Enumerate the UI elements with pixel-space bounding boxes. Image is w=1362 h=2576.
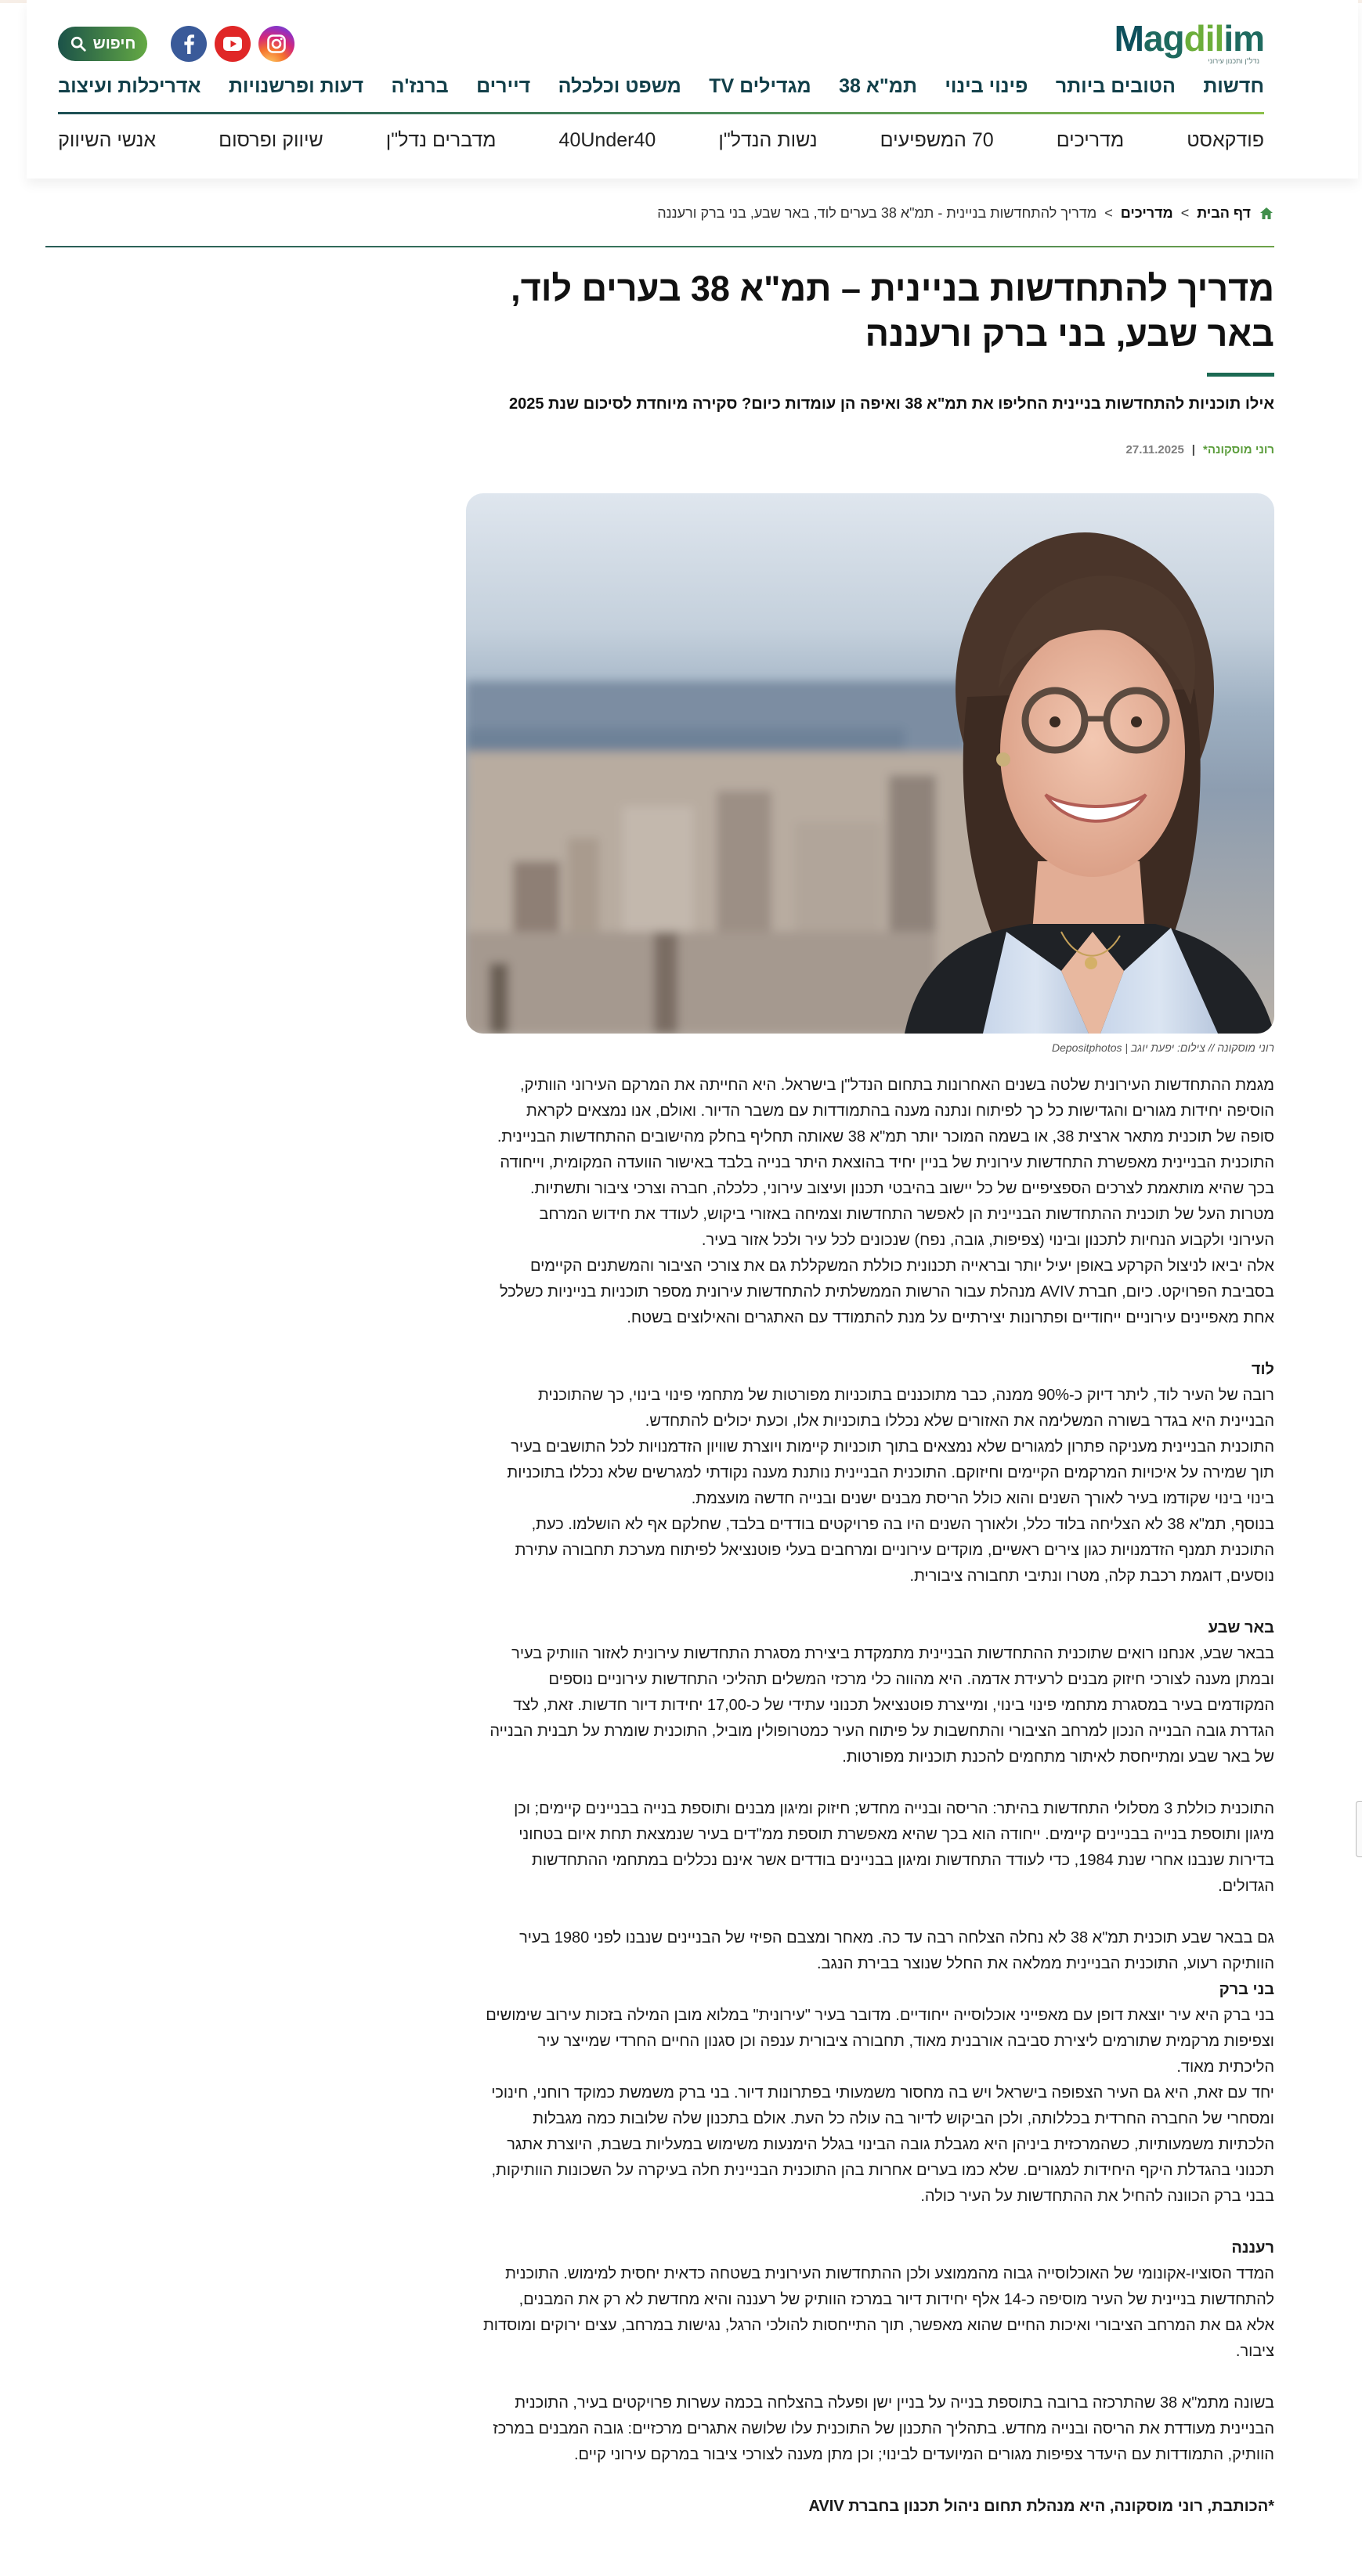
text-line: אלה יביאו לניצול הקרקע באופן יעיל יותר ובראייה תכנונית כוללת המשקללת גם את צורכי הציבור והמשתנים הקיימים: [529, 1257, 1274, 1275]
youtube-icon: [223, 37, 242, 51]
nav-item-magdilim-tv[interactable]: מגדילים TV: [709, 74, 811, 97]
text-line: גם בבאר שבע תוכנית תמ"א 38 לא נחלה הצלחה רבה עד כה. מאחר ומצבם הפיזי של הבניינים שנבנו לפני 1980 בעיר: [519, 1929, 1274, 1946]
text-line: בני ברק היא עיר יוצאת דופן עם מאפייני אוכלוסייה ייחודיים. מדובר בעיר "עירונית" במלוא מובן המילה בזכות עירוב שימושים: [486, 2007, 1274, 2024]
text-line: מיגון ותוספת בנייה בבניינים קיימים. ייחודה הוא בכך שהיא מאפשרת תוספת ממ"דים בעיר שנמצאת תחת איום בטחוני: [518, 1826, 1274, 1843]
logo-accent: dil: [1183, 18, 1224, 59]
text-line: רובה של העיר לוד, ליתר דיוק כ-90% ממנה, כבר מתוכננים בתוכניות מפורטות של מתחמי פינוי בינוי, כך שהתוכנית: [537, 1387, 1274, 1404]
text-line: בינוי בינוי שקודמו בעיר לאורך השנים והוא כולל הריסת מבנים ישנים ובנייה חדשה מועצמת.: [691, 1490, 1274, 1507]
nav-item-women-realestate[interactable]: נשות הנדל"ן: [718, 128, 818, 151]
facebook-icon: [180, 34, 197, 54]
text-line: הבניינית מעודדת את הריסה ובנייה מחדש. בתהליך התכנון של התוכנית עלו שלושה אתגרים מרכזיים: גובה המבנים במרכז: [493, 2420, 1274, 2437]
text-line: בכך שהיא מותאמת לצרכים הספציפיים של כל יישוב בהיבטי תכנון ועיצוב עירוני, כלכלה, חברה וצרכי ציבור ותשתיות.: [529, 1180, 1274, 1197]
nav-item-guides[interactable]: מדריכים: [1056, 128, 1125, 151]
title-underline: [1207, 373, 1274, 377]
text-line: המדד הסוציו-אקונומי של האוכלוסייה גבוה מהממוצע ולכן ההתחדשות העירונית בשטחה כדאית יחסית למימוש. התוכנית: [505, 2265, 1274, 2282]
text-line: העירוני ולקבוע הנחיות לתכנון ובינוי (צפיפות, גובה, נפח) שנכונים לכל עיר ולכל אזור בעיר.: [701, 1232, 1274, 1249]
section-paragraph: [466, 2003, 1274, 2210]
text-line: מטרות העל של תוכנית ההתחדשות הבניינית הן לאפשר התחדשות וצמיחה באזורי ביקוש, לעודד את חידוש המרחב: [539, 1206, 1274, 1223]
instagram-link[interactable]: [258, 26, 294, 62]
breadcrumb-home[interactable]: דף הבית: [1197, 205, 1251, 221]
search-icon: [70, 35, 87, 52]
breadcrumb-separator: >: [1104, 205, 1113, 221]
nav-item-tenants[interactable]: דיירים: [476, 74, 531, 97]
text-line: להתחדשות בניינית של העיר מוסיפה כ-14 אלף יחידות דיור במרכז הוותיק של רעננה והיא מחדשת לא רק את המבנים,: [518, 2291, 1274, 2308]
photo-credit: רוני מוסקונה // צילום: יפעת יוגב | Depositphotos: [1052, 1041, 1274, 1054]
author-footnote: *הכותבת, רוני מוסקונה, היא מנהלת תחום ניהול תכנון בחברת AVIV: [808, 2498, 1274, 2515]
article-title: [466, 266, 1274, 357]
text-line: בבאר שבע, אנחנו רואים שתוכנית ההתחדשות הבניינית מתמקדת ביצירת מסגרת התחדשות עירונית לאזור הוותיק בעיר: [511, 1645, 1274, 1662]
text-line: ומסחרי של החברה החרדית בכללותה, ולכן הביקוש לדיור בה עולה כל העת. אולם בתכנון שלה שלובות כמה מגבלות: [533, 2110, 1274, 2127]
text-line: התוכנית הבניינית מאפשרת התחדשות עירונית של בניין יחיד בהוצאת היתר בנייה בלבד באישור הוועדה המקומית, וייחודה: [500, 1154, 1274, 1171]
breadcrumb-section[interactable]: מדריכים: [1120, 205, 1173, 221]
text-line: בנוסף, תמ"א 38 לא הצליחה בלוד כלל, ולאורך השנים היו בה פרויקטים בודדים בלבד, שחלקם אף לא הושלמו. כעת,: [531, 1516, 1274, 1533]
text-line: וצפיפות מרקמית שתורמים ליצירת סביבה אורבנית מאוד, תחבורה ציבורית ענפה וכן סגנון החיים החרדי שמייצר עיר: [537, 2033, 1274, 2050]
search-label: חיפוש: [92, 34, 136, 52]
section-paragraph: [466, 1641, 1274, 1770]
section-paragraph: [466, 2390, 1274, 2468]
nav-item-marketing-people[interactable]: אנשי השיווק: [58, 128, 157, 151]
paragraph-gap: [466, 1331, 1274, 1357]
text-line: סופה של תוכנית מתאר ארצית 38, או בשמה המוכר יותר תמ"א 38 שאותה תחליף בחלק מהישובים ההתחדשות הבניינית.: [497, 1128, 1274, 1145]
text-line: המקודמים בעיר במסגרת מתחמי פינוי בינוי, ומייצרת פוטנציאל תכנוני עתידי של כ-17,00 יחידות דיור חדשות. זאת, לצד: [513, 1697, 1274, 1714]
text-line: תוך שמירה על איכויות המרקמים הקיימים וחיזוקם. התוכנית הבניינית נותנת מענה נקודתי למגרשים שלא נכללו בתוכניות: [507, 1464, 1274, 1481]
youtube-link[interactable]: [215, 26, 251, 62]
article-meta: [466, 443, 1274, 456]
text-line: הגדולים.: [1218, 1878, 1274, 1895]
breadcrumb-divider: [45, 246, 1274, 247]
nav-item-tama38[interactable]: תמ"א 38: [839, 74, 917, 97]
section-heading-raanana: רעננה: [1231, 2239, 1274, 2257]
nav-item-opinions[interactable]: דעות ופרשנויות: [228, 74, 364, 97]
breadcrumb-separator: >: [1180, 205, 1190, 221]
nav-item-talking-realestate[interactable]: מדברים נדל"ן: [385, 128, 497, 151]
nav-item-marketing[interactable]: שיווק ופרסום: [219, 128, 323, 151]
facebook-link[interactable]: [171, 26, 207, 62]
text-line: אלא גם את המרחב הציבורי ואיכות החיים שהוא מאפשר, תוך התייחסות להולכי הרגל, נגישות במרחב, עצים ירוקים ומוסדות: [482, 2317, 1274, 2334]
logo-tagline: נדל"ן ותכנון עירוני: [1208, 57, 1259, 65]
primary-nav: [58, 69, 1264, 103]
section-heading-bnei-brak: בני ברק: [1219, 1981, 1274, 1998]
nav-item-best[interactable]: הטובים ביותר: [1055, 74, 1176, 97]
text-line: התוכנית תמנף הזדמנויות כגון צירים ראשיים, מוקדים עירוניים ומרחבים בעלי פוטנציאל לפיתוח מערכת תחבורה עתירת: [515, 1542, 1274, 1559]
text-line: בדירות שנבנו אחרי שנת 1984, כדי לעודד התחדשות ומיגון בבניינים בודדים אשר אינם נכללים במתחמי ההתחדשות: [532, 1852, 1274, 1869]
section-heading-lod: לוד: [1251, 1361, 1274, 1378]
text-line: הליכתית מאוד.: [1176, 2058, 1274, 2076]
portrait-image: [466, 493, 1274, 1034]
logo-letter: M: [1114, 18, 1143, 59]
text-line: התוכנית כוללת 3 מסלולי התחדשות בהיתר: הריסה ובנייה מחדש; חיזוק ומיגון מבנים ותוספת בנייה בבניינים קיימים; וכן: [514, 1800, 1274, 1817]
site-logo[interactable]: [1107, 20, 1264, 64]
logo-tail: im: [1223, 18, 1264, 59]
breadcrumb-current: מדריך להתחדשות בניינית - תמ"א 38 בערים לוד, באר שבע, בני ברק ורעננה: [657, 205, 1097, 221]
search-button[interactable]: [58, 27, 147, 61]
text-line: הבניינית היא בגדר בשורה המשלימה את האזורים שלא נכללו בתוכניות אלו, וכעת יכולים להתחדש.: [645, 1412, 1274, 1430]
text-line: הלכתיות משמעותיות, כשהמרכזית ביניהן היא מגבלת גובה הבינוי בגלל הימנעות משימוש במעליות בשבת, היוצרת אתגר: [507, 2136, 1274, 2153]
accessibility-side-tab[interactable]: [1356, 1801, 1362, 1857]
text-line: התוכנית הבניינית מעניקה פתרון למגורים שלא נמצאים בתוך תוכניות קיימות ויוצרת שוויון הזדמנויות לכל התושבים בעיר: [511, 1438, 1274, 1456]
author-link[interactable]: רוני מוסקונה*: [1203, 443, 1274, 456]
nav-item-law-economy[interactable]: משפט וכלכלה: [558, 74, 681, 97]
text-line: הגדרת גובה הבנייה הנכון למרחב הציבורי והתחשבות על פיתוח העיר כמטרופולין מוביל, התוכנית שומרת על תבנית הבנייה: [490, 1723, 1274, 1740]
title-line: מדריך להתחדשות בניינית – תמ"א 38 בערים לוד,: [511, 269, 1274, 308]
text-line: הוסיפה יחידות מגורים והגדישות כל כך לפיתוח ונתנה מענה בהתמודדות עם משבר הדיור. ואולם, אנו נמצאים לקראת: [526, 1102, 1274, 1120]
text-line: הוותיק, התמודדות עם היעדר צפיפות מגורים המיועדים לבינוי; וכן מתן מענה לצורכי ציבור במרקם עירוני קיים.: [573, 2446, 1274, 2463]
paragraph-gap: [466, 2365, 1274, 2390]
article: [466, 266, 1274, 2515]
paragraph-gap: [466, 1770, 1274, 1796]
publish-date: 27.11.2025: [1125, 443, 1184, 456]
nav-item-industry[interactable]: ברנז'ה: [391, 74, 449, 97]
section-paragraph: [466, 1383, 1274, 1589]
instagram-icon: [266, 34, 287, 54]
nav-divider: [58, 112, 1264, 114]
site-header: [27, 0, 1358, 179]
title-line: באר שבע, בני ברק ורעננה: [865, 314, 1274, 354]
paragraph-gap: [466, 2210, 1274, 2235]
text-line: נוסעים, דוגמת רכבת קלה, מטרו ונתיבי תחבורה ציבורית.: [909, 1568, 1274, 1585]
nav-item-news[interactable]: חדשות: [1203, 74, 1264, 97]
nav-item-40under40[interactable]: 40Under40: [558, 128, 656, 151]
intro-paragraph: [466, 1073, 1274, 1331]
text-line: מגמת ההתחדשות העירונית שלטה בשנים האחרונות בתחום הנדל"ן בישראל. היא החייתה את המרקם העירוני הוותיק,: [520, 1077, 1274, 1094]
secondary-nav: [58, 124, 1264, 157]
breadcrumb: [657, 205, 1274, 222]
home-icon[interactable]: [1259, 206, 1274, 222]
text-line: של באר שבע ומתייחסת לאיתור מתחמים להכנת תוכניות מפורטות.: [842, 1748, 1274, 1766]
section-paragraph: [466, 1925, 1274, 1977]
text-line: תכנוני בהגדלת היקף היחידות למגורים. שלא כמו בערים אחרות בהן התוכנית הבניינית חלה בעיקרה על השכונות הוותיקות,: [491, 2162, 1274, 2179]
logo-letters: ag: [1143, 18, 1184, 59]
text-line: ובמתן מענה לצורכי חיזוק מבנים לרעידת אדמה. היא מהווה כלי מרכזי המשלים תהליכי התחדשות עירוניים נוספים: [548, 1671, 1274, 1688]
meta-separator: |: [1191, 443, 1195, 456]
section-heading-beer-sheva: באר שבע: [1208, 1619, 1274, 1636]
nav-item-pinui-binui[interactable]: פינוי בינוי: [945, 74, 1028, 97]
text-line: בסביבת הפרויקט. כיום, חברת AVIV מנהלת עבור הרשות הממשלתית להתחדשות עירונית מספר תוכניות בנייניות כשלכל: [500, 1283, 1274, 1301]
text-line: בבני ברק הכוונה להחיל את ההתחדשות על העיר כולה.: [920, 2188, 1274, 2205]
logo-wordmark: [1114, 18, 1264, 59]
text-line: אחת מאפיינים עירוניים ייחודיים ופתרונות יצירתיים על מנת להתמודד עם האתגרים והאילוצים בשטח.: [627, 1309, 1274, 1326]
header-inner: [58, 0, 1264, 179]
paragraph-gap: [466, 1589, 1274, 1615]
text-line: יחד עם זאת, היא גם העיר הצפופה בישראל ויש בה מחסור משמעותי בפתרונות דיור. בני ברק משמשת כמוקד רוחני, חינוכי: [491, 2084, 1274, 2102]
article-body: [466, 1073, 1274, 2520]
article-subtitle: אילו תוכניות להתחדשות בניינית החליפו את תמ"א 38 ואיפה הן עומדות כיום? סקירה מיוחדת לסיכום שנת 2025: [509, 395, 1274, 413]
paragraph-gap: [466, 2468, 1274, 2494]
text-line: ציבור.: [1235, 2343, 1274, 2360]
text-line: בשונה מתמ"א 38 שהתרכזה ברובה בתוספת בנייה על בניין ישן ופעלה בהצלחה בכמה עשרות פרויקטים בעיר, התוכנית: [515, 2394, 1274, 2412]
section-paragraph: [466, 1796, 1274, 1900]
text-line: הוותיקה רעוע, התוכנית הבניינית ממלאה את החלל שנוצר בבירת הנגב.: [816, 1955, 1274, 1972]
nav-item-70-influencers[interactable]: 70 המשפיעים: [880, 128, 994, 151]
paragraph-gap: [466, 1900, 1274, 1925]
section-paragraph: [466, 2261, 1274, 2365]
nav-item-architecture[interactable]: אדריכלות ועיצוב: [58, 74, 201, 97]
article-photo: [466, 493, 1274, 1034]
nav-item-podcast[interactable]: פודקאסט: [1187, 128, 1264, 151]
